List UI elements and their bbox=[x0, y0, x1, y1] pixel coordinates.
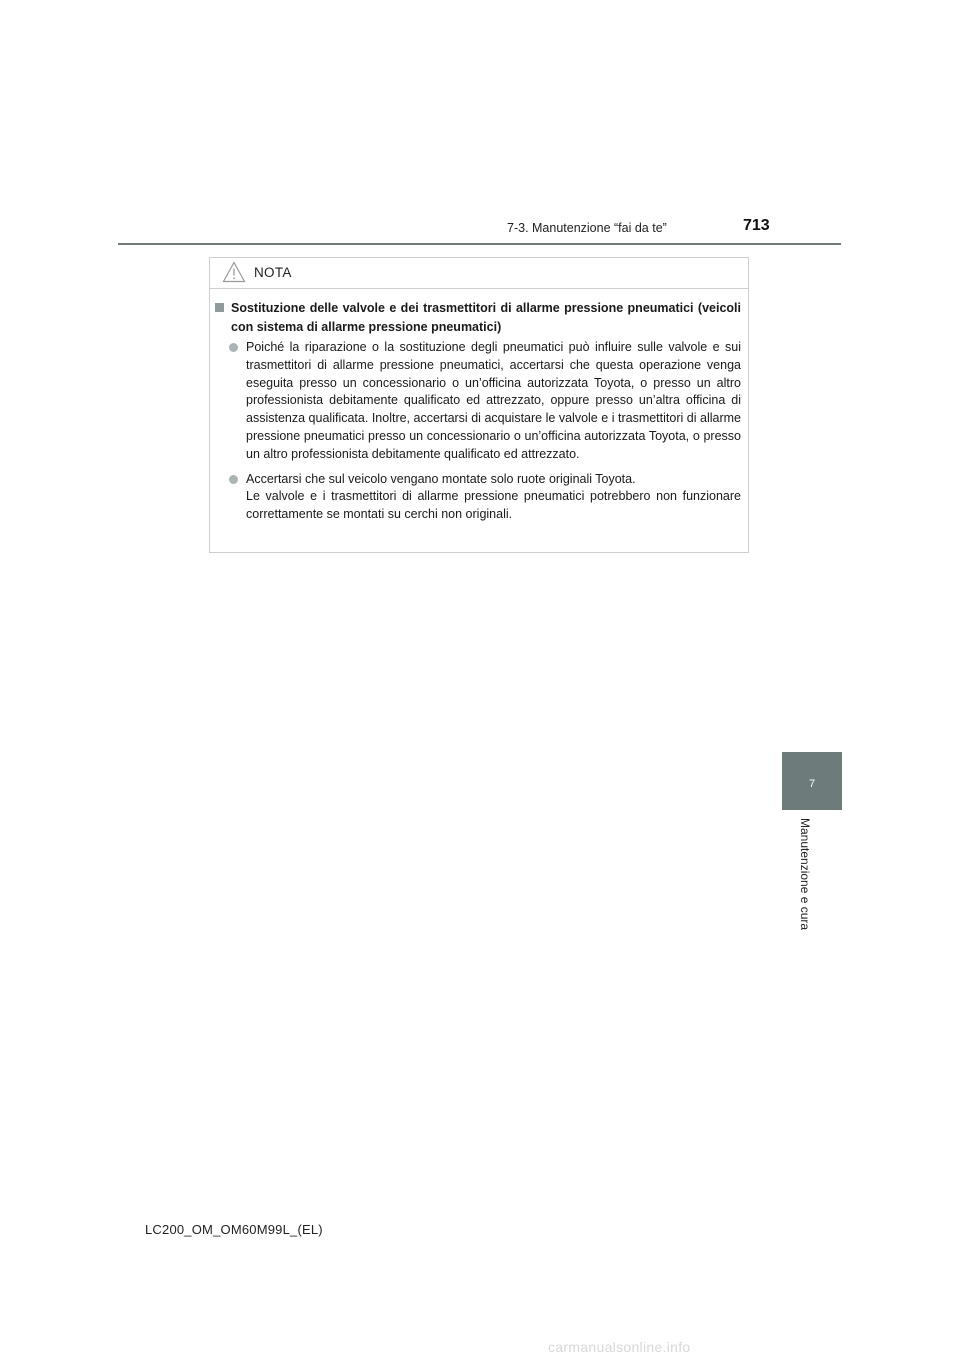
section-heading-text: Sostituzione delle valvole e dei trasmettitori di allarme pressione pneumatici (veicoli con sistema di allarme pressione pneumatici) bbox=[231, 301, 741, 334]
warning-triangle-icon bbox=[222, 261, 246, 283]
document-code: LC200_OM_OM60M99L_(EL) bbox=[145, 1222, 323, 1237]
watermark-text: carmanualsonline.info bbox=[548, 1339, 691, 1355]
chapter-side-title: Manutenzione e cura bbox=[798, 818, 812, 931]
notice-title: NOTA bbox=[254, 265, 292, 280]
chapter-tab bbox=[782, 752, 842, 810]
bullet-text: Accertarsi che sul veicolo vengano montate solo ruote originali Toyota. Le valvole e i trasmettitori di allarme pressione pneumatici potrebbero non funzionare correttamente se montati su cerchi non originali. bbox=[246, 471, 741, 522]
notice-body bbox=[210, 289, 748, 524]
round-bullet-icon bbox=[229, 343, 238, 352]
list-item bbox=[229, 339, 741, 464]
chapter-number: 7 bbox=[808, 778, 816, 790]
section-heading bbox=[215, 299, 741, 336]
notice-box bbox=[209, 257, 749, 553]
section-title: 7-3. Manutenzione “fai da te” bbox=[507, 221, 667, 235]
square-bullet-icon bbox=[215, 303, 224, 312]
header-divider bbox=[118, 243, 841, 245]
bullet-text: Poiché la riparazione o la sostituzione degli pneumatici può influire sulle valvole e sui trasmettitori di allarme pressione pneumatici, accertarsi che questa operazione venga eseguita presso un concessionario o un’officina autorizzata Toyota, o presso un altro professionista debitamente qualificato ed attrezzato, oppure presso un’altra officina di assistenza qualificata. Inoltre, accertarsi di acquistare le valvole e i trasmettitori di allarme pressione pneumatici presso un concessionario o un’officina autorizzata Toyota, o presso un altro professionista debitamente qualificato ed attrezzato. bbox=[246, 340, 741, 461]
round-bullet-icon bbox=[229, 475, 238, 484]
notice-header bbox=[210, 258, 748, 289]
page-number: 713 bbox=[743, 217, 770, 234]
bullet-list bbox=[215, 339, 741, 524]
list-item bbox=[229, 471, 741, 524]
